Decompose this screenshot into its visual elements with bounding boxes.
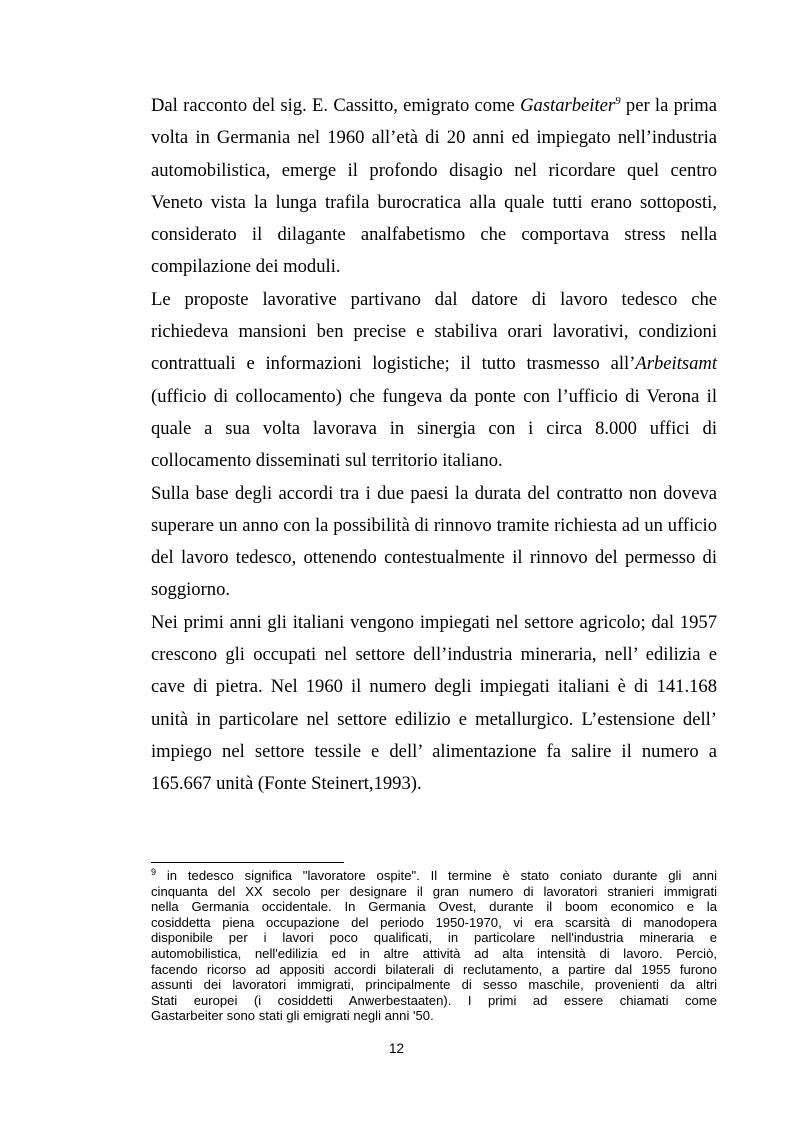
text-line: [151, 639, 717, 671]
footnote-text: Stati europei (i cosiddetti Anwerbestaaten). I primi ad essere chiamati come: [151, 992, 717, 1008]
text-segment: compilazione dei moduli.: [151, 256, 341, 278]
text-line: [151, 155, 717, 187]
footnote-line: [151, 930, 717, 946]
text-line: [151, 348, 717, 380]
page-number: 12: [388, 1041, 405, 1056]
text-line: [151, 510, 717, 542]
text-segment: per la prima: [620, 95, 717, 116]
footnote-line: [151, 899, 717, 915]
text-segment: (ufficio di collocamento) che fungeva da ponte con l’ufficio di Verona il: [151, 385, 717, 407]
text-line: [151, 736, 717, 768]
text-segment: contrattuali e informazioni logistiche; il tutto trasmesso all’: [151, 353, 636, 375]
text-segment: impiego nel settore tessile e dell’ alimentazione fa salire il numero a: [151, 740, 717, 762]
text-line: [151, 574, 717, 606]
italic-term: Gastarbeiter: [520, 95, 616, 116]
footnote-text: nella Germania occidentale. In Germania Ovest, durante il boom economico e la: [151, 899, 717, 915]
italic-term: Arbeitsamt: [635, 353, 717, 375]
footnote-text: in tedesco significa "lavoratore ospite". Il termine è stato coniato durante gli anni: [156, 868, 717, 883]
footnote-text: assunti dei lavoratori immigrati, principalmente di sesso maschile, provenienti da altri: [151, 977, 717, 993]
text-line: [151, 542, 717, 574]
text-segment: Sulla base degli accordi tra i due paesi la durata del contratto non doveva: [151, 482, 717, 504]
text-line: [151, 413, 717, 445]
text-line: [151, 122, 717, 154]
text-line: [151, 704, 717, 736]
text-line: [151, 251, 717, 283]
text-line: [151, 90, 717, 122]
text-segment: automobilistica, emerge il profondo disagio nel ricordare quel centro: [151, 159, 717, 181]
text-segment: volta in Germania nel 1960 all’età di 20 anni ed impiegato nell’industria: [151, 127, 717, 149]
footnote-line: [151, 977, 717, 993]
footnote-reference: 9: [615, 95, 621, 107]
footnote-text: facendo ricorso ad appositi accordi bilaterali di reclutamento, a partire dal 1955 furono: [151, 961, 717, 977]
text-line: [151, 381, 717, 413]
footnote-marker: 9: [151, 867, 157, 877]
footnote-line: [151, 868, 717, 884]
footnote: [151, 868, 717, 1024]
text-line: [151, 284, 717, 316]
text-segment: cave di pietra. Nel 1960 il numero degli impiegati italiani è di 141.168: [151, 676, 717, 698]
footnote-separator: [151, 862, 344, 863]
footnote-line: [151, 993, 717, 1009]
text-line: [151, 316, 717, 348]
footnote-text: cosiddetta piena occupazione del periodo 1950-1970, vi era scarsità di manodopera: [151, 914, 717, 930]
text-line: [151, 187, 717, 219]
text-line: [151, 671, 717, 703]
footnote-line: [151, 962, 717, 978]
text-segment: considerato il dilagante analfabetismo che comportava stress nella: [151, 224, 717, 246]
footnote-line: [151, 1008, 717, 1024]
text-segment: unità in particolare nel settore edilizio e metallurgico. L’estensione dell’: [151, 708, 717, 730]
text-segment: Le proposte lavorative partivano dal datore di lavoro tedesco che: [151, 288, 717, 310]
footnote-line: [151, 946, 717, 962]
text-segment: Nei primi anni gli italiani vengono impiegati nel settore agricolo; dal 1957: [151, 611, 717, 633]
text-line: [151, 219, 717, 251]
text-segment: Dal racconto del sig. E. Cassitto, emigrato come: [151, 95, 521, 116]
text-segment: crescono gli occupati nel settore dell’industria mineraria, nell’ edilizia e: [151, 644, 717, 666]
footnote-text: disponibile per i lavori poco qualificati, in particolare nell'industria mineraria e: [151, 930, 717, 946]
footnote-line: [151, 884, 717, 900]
paragraph: [151, 607, 717, 801]
text-segment: soggiorno.: [151, 579, 231, 601]
text-segment: collocamento disseminati sul territorio italiano.: [151, 450, 503, 472]
text-line: [151, 607, 717, 639]
text-segment: superare un anno con la possibilità di rinnovo tramite richiesta ad un ufficio: [151, 514, 717, 536]
footnote-text: automobilistica, nell'edilizia ed in altre attività ad alta intensità di lavoro. Perciò,: [151, 945, 717, 961]
text-segment: quale a sua volta lavorava in sinergia con i circa 8.000 uffici di: [151, 417, 717, 439]
text-segment: del lavoro tedesco, ottenendo contestualmente il rinnovo del permesso di: [151, 547, 717, 569]
paragraph: [151, 284, 717, 478]
text-segment: richiedeva mansioni ben precise e stabiliva orari lavorativi, condizioni: [151, 321, 717, 343]
text-segment: Veneto vista la lunga trafila burocratica alla quale tutti erano sottoposti,: [151, 191, 717, 213]
footnote-line: [151, 915, 717, 931]
paragraph: [151, 90, 717, 284]
footnote-text: Gastarbeiter sono stati gli emigrati negli anni '50.: [151, 1008, 434, 1024]
text-segment: 165.667 unità (Fonte Steinert,1993).: [151, 773, 422, 795]
text-line: [151, 478, 717, 510]
text-line: [151, 445, 717, 477]
footnote-text: cinquanta del XX secolo per designare il gran numero di lavoratori stranieri immigrati: [151, 883, 717, 899]
text-line: [151, 768, 717, 800]
paragraph: [151, 478, 717, 607]
body-text: [151, 90, 717, 801]
